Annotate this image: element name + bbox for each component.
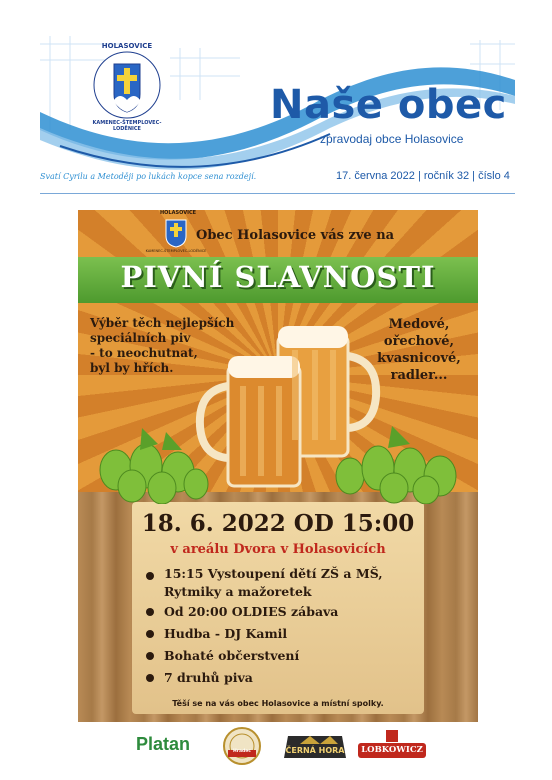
- header-divider: [40, 193, 515, 194]
- bullet-icon: [146, 630, 154, 638]
- crest-ring-text: KAMENEC-ŠTEMPLOVEC-LODĚNICE: [92, 120, 162, 132]
- right-line: kvasnicové,: [377, 351, 461, 366]
- poster-crest-ring: KAMENEC-ŠTEMPLOVEC-LODĚNICE: [145, 249, 207, 253]
- program-item-text: 15:15 Vystoupení dětí ZŠ a MŠ,: [164, 566, 383, 581]
- crest-emblem-icon: [90, 40, 164, 130]
- program-item: [144, 645, 424, 667]
- village-crest: [90, 40, 164, 130]
- bullet-icon: [146, 572, 154, 580]
- lobkowicz-logo: [356, 730, 428, 764]
- right-line: radler...: [390, 368, 448, 383]
- program-list: [144, 565, 424, 689]
- beer-flavors-text: [364, 316, 474, 384]
- hradec-brewery-logo-icon: [222, 726, 262, 766]
- program-item-text-cont: Rytmiky a mažoretek: [164, 584, 312, 599]
- newsletter-subtitle: zpravodaj obce Holasovice: [320, 132, 464, 146]
- closing-text: Těší se na vás obec Holasovice a místní spolky.: [172, 699, 384, 708]
- newsletter-title: Naše obec: [270, 82, 507, 128]
- poster-crest-label: HOLASOVICE: [160, 210, 197, 216]
- beer-festival-poster: [78, 210, 478, 722]
- lobkowicz-text: LOBKOWICZ: [361, 745, 423, 755]
- left-line: speciálních piv: [90, 331, 191, 345]
- program-item-text: Hudba - DJ Kamil: [164, 626, 288, 641]
- event-venue: v areálu Dvora v Holasovicích: [170, 542, 386, 557]
- newsletter-header: [0, 0, 552, 200]
- bullet-icon: [146, 652, 154, 660]
- cerna-hora-text: ČERNÁ HORA: [285, 746, 345, 755]
- program-item: [144, 667, 424, 689]
- bullet-icon: [146, 674, 154, 682]
- program-item: [144, 601, 424, 623]
- motto-text: Svatí Cyrilu a Metoději po lukách kopce sena rozdejí.: [40, 172, 257, 181]
- platan-logo: Platan: [136, 734, 191, 754]
- crest-label: HOLASOVICE: [101, 42, 153, 50]
- program-item-text: Od 20:00 OLDIES zábava: [164, 604, 339, 619]
- poster-crest-icon: [164, 218, 188, 248]
- hradec-logo-text: Hradec: [233, 749, 251, 754]
- hops-right-icon: [332, 420, 462, 504]
- program-item: [144, 623, 424, 645]
- issue-info: 17. června 2022 | ročník 32 | číslo 4: [336, 170, 510, 182]
- left-line: - to neochutnat,: [90, 346, 198, 360]
- invite-text: Obec Holasovice vás zve na: [196, 228, 395, 243]
- bullet-icon: [146, 608, 154, 616]
- program-item-text: 7 druhů piva: [164, 670, 253, 685]
- hops-left-icon: [96, 420, 212, 504]
- left-line: byl by hřích.: [90, 361, 174, 375]
- festival-title: PIVNÍ SLAVNOSTI: [120, 260, 436, 294]
- cerna-hora-logo: [280, 730, 350, 764]
- program-item-text: Bohaté občerstvení: [164, 648, 300, 663]
- program-item: [144, 565, 424, 601]
- event-date: 18. 6. 2022 OD 15:00: [141, 510, 415, 537]
- right-line: ořechové,: [383, 334, 455, 349]
- left-line: Výběr těch nejlepších: [90, 316, 235, 330]
- sponsor-logos: [130, 724, 430, 770]
- right-line: Medové,: [388, 317, 450, 332]
